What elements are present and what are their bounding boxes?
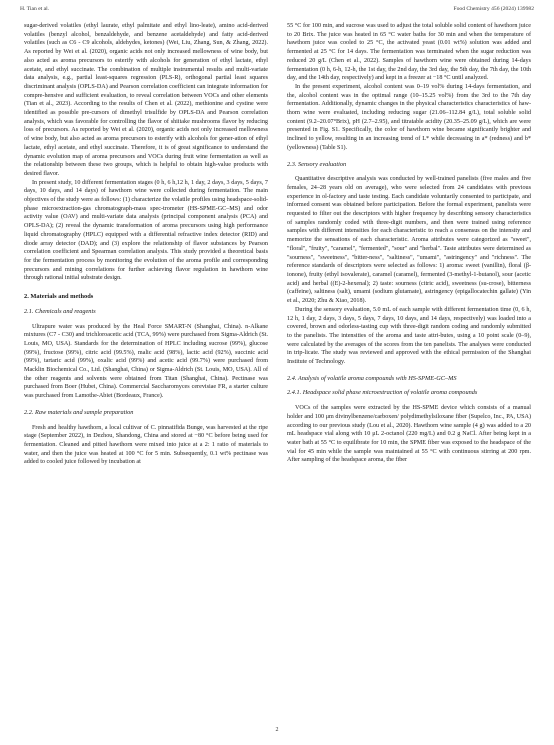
section-2-4-1-title: 2.4.1. Headspace solid phase microextraction of volatile aroma compounds	[287, 389, 478, 397]
right-column	[287, 22, 531, 465]
section-2-4-title: 2.4. Analysis of volatile aroma compounds with HS-SPME-GC–MS	[287, 374, 457, 382]
section-2-2-continuation: 55 °C for 100 min, and sucrose was used to adjust the total soluble solid content of hawthorn juice to 20 Brix. The juice was heated in 65 °C water baths for 30 min and when the temperature of hawthorn juice was cooled to 25 °C, the activated yeast (0.01 wt%) solution was added and fermented at 25 °C for 14 days. The fermentation was terminated when the sugar reduction was reduced 20 g/L (Chen et al., 2022). Samples of hawthorn wine were obtained during 14-days fermentation (0 h, 6-h, 12-h, the 1st day, the 2nd day, the 3rd day, the 5th day, the 7th day, the 10th day, and the 14th day, respectively) and kept in a freezer at −18 °C until analyzed.	[287, 23, 531, 82]
present-experiment-paragraph: In the present experiment, alcohol content was 0–19 vol% during 14-days fermentation, and the, alcohol content was in the optimal range (10–15.25 vol%) from the 3rd to the 7th day fermentation. Additionally, dynamic changes in the physical characteristics characteristics of haw-thorn wine were evaluated, including reducing sugar (21.06–112.84 g/L), total soluble solid content (9.2–20.07°Brix), pH (2.7–2.95), and titratable acidity (20.35–25.09 g/L), which are were presented in Fig. S1. Specifically, the color of hawthorn wine became significantly brighter and inclined to yellow, resulting in an increasing trend of L* while decreasing in a* (redness) and b* (yellowness) (Table S1).	[287, 83, 531, 151]
section-2-2-title: 2.2. Raw materials and sample preparation	[24, 408, 134, 416]
header-authors: H. Tian et al.	[20, 6, 50, 12]
header-journal: Food Chemistry 456 (2024) 139982	[453, 6, 534, 12]
section-2-2-paragraph: Fresh and healthy hawthorn, a local cultivar of C. pinnatifida Bunge, was harvested at the ripe stage (September 2022), in Dezhou, Shandong, China and stored at −80 °C before being used for fermentation. Cleaned and pitted hawthorn were mixed into juice at a 2: 1 ratio of materials to water, and then the juice was heated at 100 °C for 5 min. Subsequently, 0.1 wt% pectinase was added to cooled juice followed by incubation at	[24, 424, 268, 466]
intro-paragraph-2: In present study, 10 different fermentation stages (0 h, 6 h,12 h, 1 day, 2 days, 3 days, 5 days, 7 days, 10 days, and 14 days) of hawthorn wine were collected during fermentation. The main objectives of the study were as follows: (1) characterize the volatile profiles using headspace-solid-phase microextraction-gas chromatograph-mass spec-trometer (HS-SPME-GC–MS) and odor activity value (OAV) and multi-variate data analysis (principal component analysis (PCA) and OPLS-DA); (2) reveal the dynamic transformation of aroma precursors using high performance liquid chromatography (HPLC) equipped with a differential refractive index detector (RID) and diode array detector (DAD); and (3) explore the relationship of flavor substances by Pearson correlation coefficient and Spearman correlation analysis. This study provided a theoretical basis for the fermentation process by monitoring the evolution of the aroma profile and corresponding precursors and mining correlations for further achieving flavor regulation in hawthorn wine through rational initial substrate design.	[24, 179, 269, 282]
section-2-title: 2. Materials and methods	[24, 293, 94, 301]
left-column	[24, 22, 268, 467]
section-2-3-title: 2.3. Sensory evaluation	[287, 160, 347, 168]
section-2-3-paragraph-1: Quantitative descriptive analysis was conducted by well-trained panelists (five males and five females, 24–28 years old on average), who were selected from 24 candidates with previous experience in ol-factory and taste testing. Each candidate voluntarily consented to participate, and informed consent was obtained before participation. Before the formal experiment, panelists were requested to filter out the descriptors with higher frequency by describing sensory characteristics of samples randomly coded with three-digit numbers, and then were trained using reference samples with different intensities for each characteristic to reach a consensus on the intensity and memorize the sensations of each characteristic. Aroma attributes were categorized as "sweet", "floral", "fruity", "caramel", "fermented", "sour" and "herbal". Taste attributes were determined as "sourness", "sweetness", "bitter-ness", "saltiness", "umami", "astringency" and "richness". The reference standards of descriptors were selected as follows: 1) aroma: sweet (vanillin), floral (β-ionone), fruity (ethyl isovalerate), caramel (caramel), fermented (3-methyl-1-butanol), sour (acetic acid) and herbal ((E)-2-hexenal); 2) taste: sourness (citric acid), sweetness (su-crose), bitterness (caffeine), saltiness (salt), umami (sodium glutamate), astringency (epigallocatechin gallate) (Yin et al., 2020; Zhu & Xiao, 2018).	[287, 176, 531, 305]
intro-paragraph-1: sugar-derived volatiles (ethyl laurate, ethyl palmitate and ethyl lino-leate), amino acid-derived volatiles (benzyl alcohol, benzaldehyde, and benzene acetaldehyde) and fatty acid-derived volatiles (such as C6 - C9 alcohols, aldehydes, ketones) (Wei, Liu, Zhang, Sun, & Zhang, 2022). As reported by Wei et al. (2020), organic acids not only increased mellowness of wine body, but also acted as aroma precursors to esterify with alcohols for generation of ethyl lactate, ethyl acetate, and ethyl succinate. The combination of multiple instrumental results and multi-variate data analysis, e.g., partial least-squares regression (PLS-R), orthogonal partial least squares discriminant analysis (OPLS-DA) and Pearson correlation coefficient can integrate information for compre-hensive and sufficient evaluation, to reveal correlation between VOCs and other elements (Tian et al., 2023). According to the results of Chen et al. (2022), methionine and cystine were identified as possible pre-cursors of dimethyl trisulfide by OPLS-DA and Pearson correlation analysis, which was favorable for controlling the flavor of shiitake mushrooms flavor by reducing loss of precursors. As reported by Wei et al. (2020), organic acids not only increased mellowness of wine body, but also acted as aroma precursors to esterify with alcohols for gener-ation of ethyl lactate, ethyl acetate, and ethyl succinate. Therefore, it is of great significance to understand the dynamic evolution map of aroma precursors and VOCs during fruit wine fermentation as well as the relationship between these two groups, which is helpful to obtain high-value products with desired flavor.	[24, 23, 268, 177]
section-2-4-1-paragraph: VOCs of the samples were extracted by the HS-SPME device which consists of a manual holder and 100 μm divinylbenzene/carboxen/ polydimethylsiloxane fiber (Supelco, Inc., PA, USA) according to our previous study (Lou et al., 2020). Hawthorn wine sample (4 g) was added to a 20 mL headspace vial along with 10 μL 2-octanol (220 mg/L) and 0.2 g NaCl. After being kept in a water bath at 55 °C to equilibrate for 10 min, the SPME fiber was exposed to the headspace of the vial for 45 min while the sample was maintained at 55 °C with continuous stirring at 200 rpm. After sampling of the headspace aroma, the fiber	[287, 405, 531, 464]
section-2-1-title: 2.1. Chemicals and reagents	[24, 307, 96, 315]
section-2-3-paragraph-2: During the sensory evaluation, 5.0 mL of each sample with different fermentation time (0, 6 h, 12 h, 1 day, 2 days, 3 days, 5 days, 7 days, 10 days, and 14 days, respectively) was loaded into a covered, brown and odorless-tasting cup with three-digit random coding and randomly submitted to the panelists. The intensities of the aroma and taste attri-butes, using a 10 point scale (0–9), were calculated by the averages of the scores from the ten panelists. The analyses were conducted in trip-licate. The study was reviewed and approved with the ethical permission of the Shanghai Institute of Technology.	[287, 306, 531, 366]
page-number: 2	[275, 727, 279, 733]
running-header	[20, 6, 534, 12]
section-2-1-paragraph: Ultrapure water was produced by the Heal Force SMART-N (Shanghai, China). n-Alkane mixtures (C7 - C30) and trichloroacetic acid (TCA, 99%) were purchased from Sigma-Aldrich (St. Louis, MO, USA). Standards for the determination of HPLC including sucrose (99%), glucose (99%), fructose (99%), citric acid (99.5%), malic acid (98%), lactic acid (92%), succinic acid (99%), tartaric acid (99%), oxalic acid (99%) and acetic acid (99.7%) were purchased from Macklin Biochemical Co., Ltd. (Shanghai, China) or Sigma-Aldrich (St. Louis, MO, USA). All of the other reagents and solvents were obtained from Titan (Shanghai, China). Pectinase was purchased from Boer (Hubei, China). Commercial Saccharomyces cerevisiae FR, a starter culture was purchased from Lamothe-Abiet (Bordeaux, France).	[24, 323, 268, 400]
